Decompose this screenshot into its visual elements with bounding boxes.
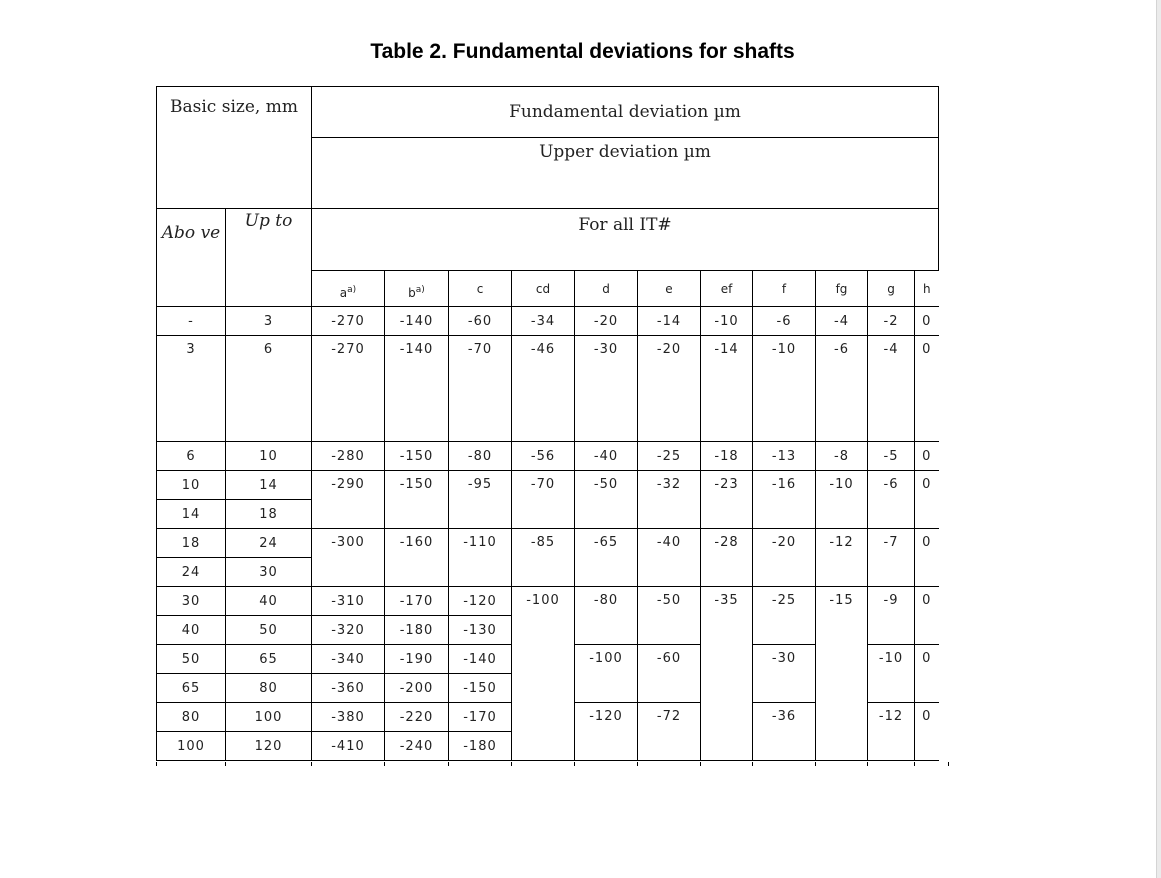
value-cell-g: -4: [868, 336, 915, 442]
value-cell-c: -180: [449, 732, 512, 761]
col-header-label: h: [922, 281, 931, 296]
value-cell-a: -410: [312, 732, 385, 761]
above-cell: 30: [157, 587, 226, 616]
col-header-label: g: [887, 281, 895, 296]
above-cell: 14: [157, 500, 226, 529]
up-to-cell: 24: [226, 529, 312, 558]
col-header-fg: [816, 271, 868, 307]
value-cell-e: -32: [638, 471, 701, 529]
value-cell-e: -50: [638, 587, 701, 645]
value-cell-c: -95: [449, 471, 512, 529]
value-cell-b: -180: [385, 616, 449, 645]
value-cell-ef: -35: [701, 587, 753, 761]
value-cell-c: -80: [449, 442, 512, 471]
value-cell-fg: -12: [816, 529, 868, 587]
col-header-c: [449, 271, 512, 307]
value-cell-h: 0: [915, 336, 939, 442]
basic-size-header: Basic size, mm: [157, 87, 312, 209]
value-cell-f: -30: [753, 645, 816, 703]
value-cell-f: -10: [753, 336, 816, 442]
value-cell-d: -30: [575, 336, 638, 442]
value-cell-b: -200: [385, 674, 449, 703]
value-cell-e: -25: [638, 442, 701, 471]
value-cell-fg: -10: [816, 471, 868, 529]
value-cell-b: -150: [385, 442, 449, 471]
above-cell: 24: [157, 558, 226, 587]
above-cell: 6: [157, 442, 226, 471]
value-cell-ef: -10: [701, 307, 753, 336]
value-cell-ef: -14: [701, 336, 753, 442]
value-cell-a: -300: [312, 529, 385, 587]
value-cell-cd: -85: [512, 529, 575, 587]
value-cell-a: -280: [312, 442, 385, 471]
value-cell-a: -270: [312, 336, 385, 442]
col-header-h: [915, 271, 939, 307]
value-cell-f: -20: [753, 529, 816, 587]
value-cell-cd: -46: [512, 336, 575, 442]
upper-deviation-header: Upper deviation µm: [312, 138, 939, 209]
table-row: [157, 471, 939, 500]
up-to-cell: 18: [226, 500, 312, 529]
value-cell-cd: -34: [512, 307, 575, 336]
for-all-it-header: For all IT#: [312, 209, 939, 271]
value-cell-d: -100: [575, 645, 638, 703]
value-cell-b: -160: [385, 529, 449, 587]
value-cell-g: -2: [868, 307, 915, 336]
value-cell-e: -14: [638, 307, 701, 336]
col-header-d: [575, 271, 638, 307]
value-cell-d: -80: [575, 587, 638, 645]
value-cell-e: -60: [638, 645, 701, 703]
col-header-label: f: [781, 281, 787, 296]
up-to-cell: 3: [226, 307, 312, 336]
above-header-label: Abo ve: [161, 223, 221, 243]
value-cell-e: -40: [638, 529, 701, 587]
value-cell-ef: -28: [701, 529, 753, 587]
value-cell-ef: -18: [701, 442, 753, 471]
value-cell-a: -290: [312, 471, 385, 529]
col-header-g: [868, 271, 915, 307]
value-cell-e: -20: [638, 336, 701, 442]
value-cell-f: -36: [753, 703, 816, 761]
value-cell-g: -12: [868, 703, 915, 761]
above-cell: 80: [157, 703, 226, 732]
above-cell: 10: [157, 471, 226, 500]
up-to-cell: 50: [226, 616, 312, 645]
col-header-ef: [701, 271, 753, 307]
col-header-a: [312, 271, 385, 307]
value-cell-g: -6: [868, 471, 915, 529]
col-header-label: a: [339, 286, 348, 300]
col-header-cd: [512, 271, 575, 307]
above-cell: 40: [157, 616, 226, 645]
table-row: [157, 587, 939, 616]
value-cell-f: -25: [753, 587, 816, 645]
value-cell-g: -7: [868, 529, 915, 587]
value-cell-cd: -56: [512, 442, 575, 471]
value-cell-b: -150: [385, 471, 449, 529]
value-cell-b: -170: [385, 587, 449, 616]
up-to-cell: 10: [226, 442, 312, 471]
value-cell-a: -360: [312, 674, 385, 703]
col-header-f: [753, 271, 816, 307]
value-cell-f: -16: [753, 471, 816, 529]
value-cell-a: -270: [312, 307, 385, 336]
value-cell-d: -65: [575, 529, 638, 587]
col-header-label: ef: [720, 281, 733, 296]
col-header-label: c: [476, 281, 484, 296]
value-cell-c: -110: [449, 529, 512, 587]
page-right-edge: [1156, 0, 1161, 878]
up-to-cell: 40: [226, 587, 312, 616]
table-row: [157, 336, 939, 442]
value-cell-a: -380: [312, 703, 385, 732]
value-cell-a: -340: [312, 645, 385, 674]
fundamental-deviation-header: Fundamental deviation µm: [312, 87, 939, 138]
value-cell-ef: -23: [701, 471, 753, 529]
value-cell-d: -40: [575, 442, 638, 471]
value-cell-b: -240: [385, 732, 449, 761]
value-cell-a: -310: [312, 587, 385, 616]
up-to-cell: 14: [226, 471, 312, 500]
value-cell-h: 0: [915, 529, 939, 587]
value-cell-f: -6: [753, 307, 816, 336]
value-cell-a: -320: [312, 616, 385, 645]
value-cell-d: -50: [575, 471, 638, 529]
value-cell-c: -170: [449, 703, 512, 732]
table-title: Table 2. Fundamental deviations for shafts: [370, 40, 795, 63]
value-cell-h: 0: [915, 442, 939, 471]
table-row: [157, 529, 939, 558]
value-cell-f: -13: [753, 442, 816, 471]
col-header-label: b: [408, 286, 416, 300]
col-header-label: e: [665, 281, 673, 296]
value-cell-h: 0: [915, 645, 939, 703]
value-cell-c: -150: [449, 674, 512, 703]
col-header-label: d: [602, 281, 610, 296]
value-cell-c: -120: [449, 587, 512, 616]
above-cell: 18: [157, 529, 226, 558]
col-header-note: a): [347, 285, 357, 295]
above-cell: -: [157, 307, 226, 336]
value-cell-fg: -15: [816, 587, 868, 761]
up-to-cell: 65: [226, 645, 312, 674]
value-cell-h: 0: [915, 703, 939, 761]
above-cell: 3: [157, 336, 226, 442]
above-cell: 50: [157, 645, 226, 674]
col-header-note: a): [415, 285, 425, 295]
up-to-cell: 120: [226, 732, 312, 761]
value-cell-c: -140: [449, 645, 512, 674]
table-row: [157, 442, 939, 471]
value-cell-b: -190: [385, 645, 449, 674]
up-to-cell: 80: [226, 674, 312, 703]
up-to-cell: 30: [226, 558, 312, 587]
col-header-label: cd: [535, 281, 551, 296]
value-cell-c: -130: [449, 616, 512, 645]
value-cell-d: -20: [575, 307, 638, 336]
value-cell-h: 0: [915, 471, 939, 529]
value-cell-g: -9: [868, 587, 915, 645]
value-cell-cd: -70: [512, 471, 575, 529]
value-cell-b: -220: [385, 703, 449, 732]
value-cell-c: -70: [449, 336, 512, 442]
value-cell-fg: -8: [816, 442, 868, 471]
up-to-cell: 100: [226, 703, 312, 732]
value-cell-h: 0: [915, 587, 939, 645]
table-row: [157, 307, 939, 336]
up-to-cell: 6: [226, 336, 312, 442]
value-cell-fg: -6: [816, 336, 868, 442]
value-cell-c: -60: [449, 307, 512, 336]
fundamental-deviations-table: [156, 86, 939, 761]
value-cell-g: -10: [868, 645, 915, 703]
value-cell-cd: -100: [512, 587, 575, 761]
up-to-header: Up to: [226, 209, 312, 307]
value-cell-h: 0: [915, 307, 939, 336]
col-header-b: [385, 271, 449, 307]
value-cell-e: -72: [638, 703, 701, 761]
col-header-label: fg: [835, 281, 848, 296]
value-cell-b: -140: [385, 307, 449, 336]
value-cell-b: -140: [385, 336, 449, 442]
col-header-e: [638, 271, 701, 307]
value-cell-fg: -4: [816, 307, 868, 336]
above-cell: 100: [157, 732, 226, 761]
above-header: [157, 209, 226, 307]
above-cell: 65: [157, 674, 226, 703]
value-cell-d: -120: [575, 703, 638, 761]
value-cell-g: -5: [868, 442, 915, 471]
